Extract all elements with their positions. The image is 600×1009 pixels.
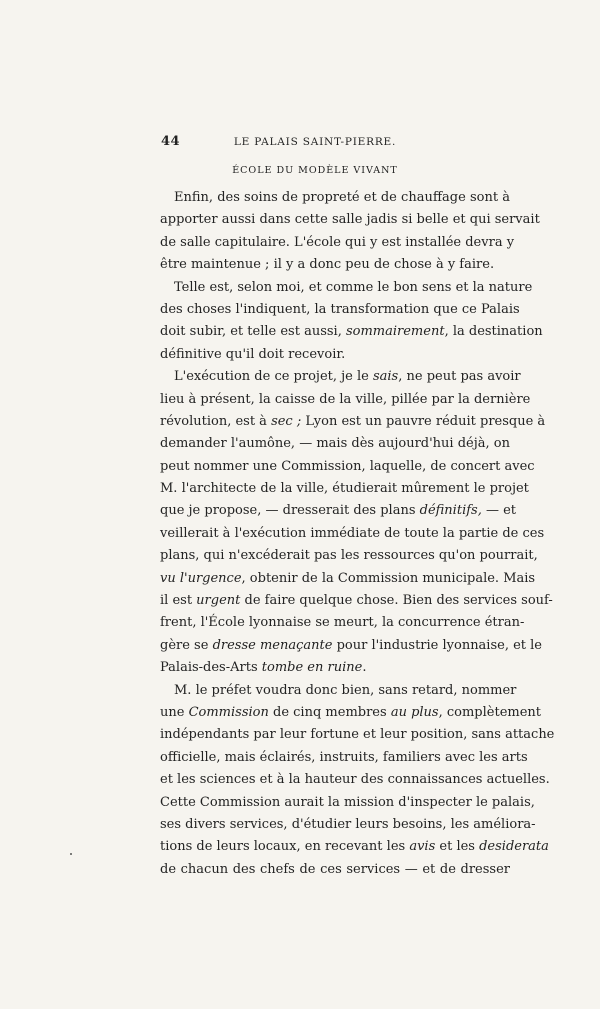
text-line <box>160 612 525 634</box>
text-run: de cinq membres <box>268 704 391 720</box>
text-run: de salle capitulaire. L'école qui y est installée devra y <box>160 234 515 250</box>
text-line <box>160 836 549 858</box>
italic-text: Commission <box>188 704 269 720</box>
text-line <box>160 299 520 321</box>
text-run: veillerait à l'exécution immédiate de toute la partie de ces <box>160 525 545 541</box>
text-line <box>160 321 543 343</box>
text-run: demander l'aumône, — mais dès aujourd'hui déjà, on <box>160 436 510 452</box>
text-run: doit subir, et telle est aussi, <box>160 324 346 340</box>
italic-text: avis <box>409 839 436 855</box>
text-line <box>160 545 538 567</box>
text-run: , complètement <box>438 704 542 720</box>
text-run: révolution, est à <box>160 413 272 429</box>
italic-text: au plus <box>390 704 439 720</box>
text-run: — et <box>481 503 517 519</box>
text-run: que je propose, — dresserait des plans <box>160 503 420 519</box>
running-title: LE PALAIS SAINT-PIERRE. <box>233 136 397 148</box>
text-run: , obtenir de la Commission municipale. Mais <box>241 570 536 586</box>
italic-text: sommairement <box>345 324 445 340</box>
text-run: et les <box>435 839 480 855</box>
text-run: une <box>160 704 189 720</box>
text-run: et les sciences et à la hauteur des connaissances actuelles. <box>160 772 550 788</box>
text-run: de chacun des chefs de ces services — et de dresser <box>160 861 510 877</box>
text-run: , ne peut pas avoir <box>398 369 521 385</box>
text-run: frent, l'École lyonnaise se meurt, la concurrence étran- <box>160 615 525 631</box>
text-line <box>160 635 542 657</box>
text-line <box>160 657 510 679</box>
text-line <box>160 187 510 209</box>
text-line <box>160 590 553 612</box>
text-line <box>160 232 515 254</box>
text-run: définitive qu'il doit recevoir. <box>160 346 346 362</box>
text-line <box>160 344 510 366</box>
text-run: indépendants par leur fortune et leur position, sans attache <box>160 727 555 743</box>
italic-text: sais <box>372 369 399 385</box>
text-run: lieu à présent, la caisse de la ville, pillée par la dernière <box>160 391 531 407</box>
text-line <box>160 568 536 590</box>
italic-text: vu l'urgence <box>160 570 242 586</box>
text-run: plans, qui n'excéderait pas les ressources qu'on pourrait, <box>160 548 538 564</box>
text-run: Enfin, des soins de propreté et de chauffage sont à <box>174 190 510 205</box>
text-run: des choses l'indiquent, la transformation que ce Palais <box>160 301 520 317</box>
text-line <box>160 680 517 702</box>
text-run: peut nommer une Commission, laquelle, de concert avec <box>160 458 535 474</box>
text-line <box>160 702 542 724</box>
text-line <box>160 859 510 881</box>
text-run: L'exécution de ce projet, je le <box>174 369 373 385</box>
paragraph <box>160 187 540 277</box>
text-run: apporter aussi dans cette salle jadis si belle et qui servait <box>160 212 540 228</box>
italic-text: tombe en ruine <box>261 660 363 676</box>
paragraph <box>160 277 543 367</box>
text-run: Palais-des-Arts <box>160 660 262 676</box>
body-text <box>160 187 555 881</box>
text-run: être maintenue ; il y a donc peu de chose à y faire. <box>160 257 495 273</box>
text-run: pour l'industrie lyonnaise, et le <box>332 637 542 653</box>
text-line <box>160 523 545 545</box>
text-run: officielle, mais éclairés, instruits, familiers avec les arts <box>160 749 528 765</box>
text-line <box>160 478 529 500</box>
text-line <box>160 500 517 522</box>
text-line <box>160 411 546 433</box>
text-run: de faire quelque chose. Bien des services souf- <box>240 593 553 609</box>
text-run: Cette Commission aurait la mission d'inspecter le palais, <box>160 794 535 810</box>
text-line <box>160 254 510 276</box>
text-line <box>160 366 521 388</box>
paragraph <box>160 680 555 882</box>
text-run: tions de leurs locaux, en recevant les <box>160 839 410 855</box>
text-run: M. l'architecte de la ville, étudierait mûrement le projet <box>160 481 529 497</box>
text-run: Telle est, selon moi, et comme le bon sens et la nature <box>174 279 533 295</box>
section-heading: ÉCOLE DU MODÈLE VIVANT <box>232 165 398 176</box>
text-line <box>160 209 540 231</box>
italic-text: définitifs, <box>419 503 482 519</box>
italic-text: desiderata <box>479 839 549 855</box>
text-run: ses divers services, d'étudier leurs besoins, les améliora- <box>160 816 536 832</box>
text-line <box>160 724 555 746</box>
text-line <box>160 433 510 455</box>
text-line <box>160 747 528 769</box>
ink-speck <box>70 853 72 855</box>
page-number: 44 <box>161 134 181 149</box>
text-run: M. le préfet voudra donc bien, sans retard, nommer <box>174 682 517 698</box>
text-run: il est <box>160 593 197 609</box>
text-run: , la destination <box>444 324 543 340</box>
text-run: Lyon est un pauvre réduit presque à <box>301 413 546 429</box>
text-run: . <box>362 660 367 676</box>
text-line <box>160 792 535 814</box>
italic-text: sec ; <box>271 413 302 429</box>
text-line <box>160 277 533 299</box>
text-line <box>160 456 535 478</box>
paragraph <box>160 366 553 679</box>
text-run: gère se <box>160 637 213 653</box>
italic-text: dresse menaçante <box>212 637 333 653</box>
italic-text: urgent <box>196 593 241 609</box>
text-line <box>160 814 536 836</box>
text-line <box>160 769 550 791</box>
text-line <box>160 389 531 411</box>
